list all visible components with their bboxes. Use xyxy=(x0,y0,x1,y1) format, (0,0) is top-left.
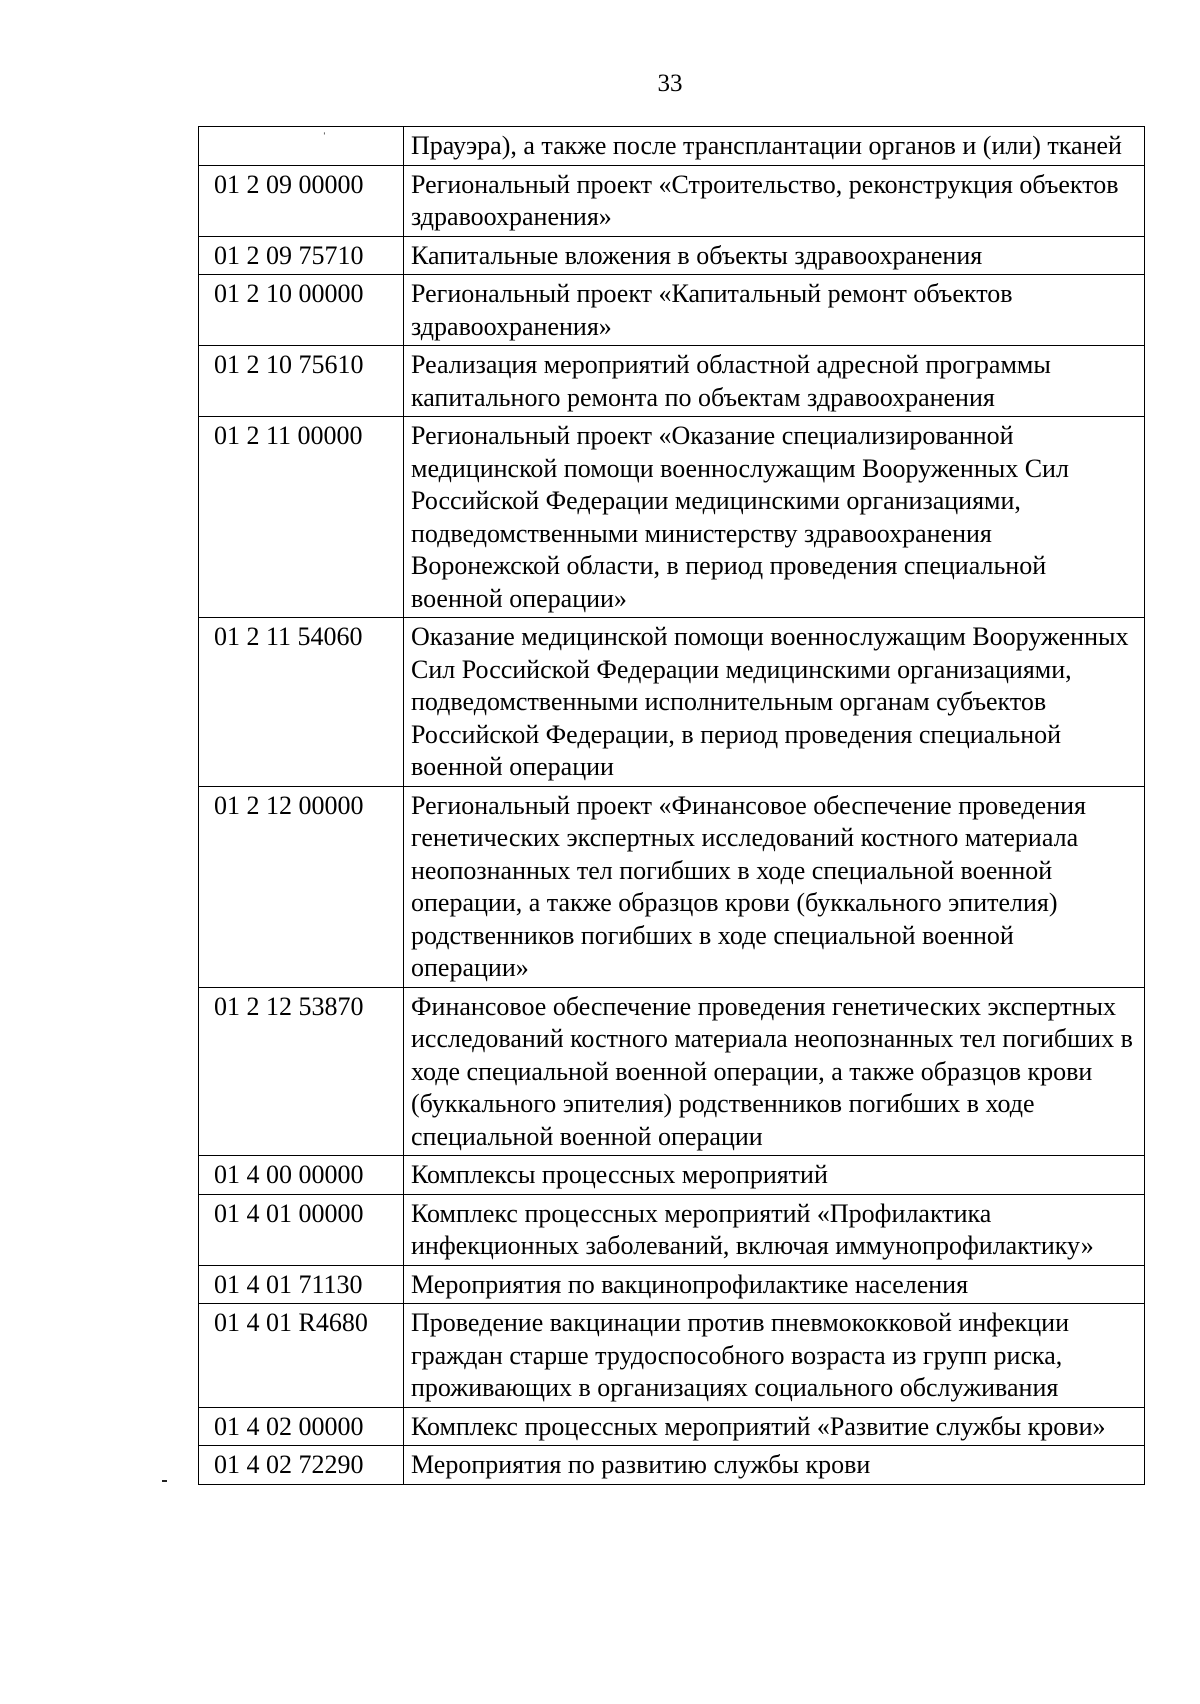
description-cell: Реализация мероприятий областной адресной программы капитального ремонта по объектам здравоохранения xyxy=(404,346,1145,417)
description-cell: Мероприятия по развитию службы крови xyxy=(404,1446,1145,1485)
code-cell: 01 2 12 53870 xyxy=(199,987,404,1156)
table-row xyxy=(199,1265,1145,1304)
code-cell: 01 4 02 00000 xyxy=(199,1407,404,1446)
code-cell: 01 2 12 00000 xyxy=(199,786,404,987)
code-cell: 01 4 01 00000 xyxy=(199,1194,404,1265)
table-row xyxy=(199,275,1145,346)
description-cell: Прауэра), а также после трансплантации органов и (или) тканей xyxy=(404,127,1145,166)
description-cell: Комплексы процессных мероприятий xyxy=(404,1156,1145,1195)
description-cell: Региональный проект «Строительство, реконструкция объектов здравоохранения» xyxy=(404,165,1145,236)
description-cell: Оказание медицинской помощи военнослужащим Вооруженных Сил Российской Федерации медицинскими организациями, подведомственными исполнительным органам субъектов Российской Федерации, в период проведения специальной военной операции xyxy=(404,618,1145,787)
description-cell: Комплекс процессных мероприятий «Профилактика инфекционных заболеваний, включая иммунопрофилактику» xyxy=(404,1194,1145,1265)
table-row xyxy=(199,1407,1145,1446)
code-cell: 01 4 01 71130 xyxy=(199,1265,404,1304)
table-row xyxy=(199,1446,1145,1485)
table-row xyxy=(199,618,1145,787)
code-cell: 01 4 00 00000 xyxy=(199,1156,404,1195)
table-row xyxy=(199,987,1145,1156)
description-cell: Капитальные вложения в объекты здравоохранения xyxy=(404,236,1145,275)
page-number: 33 xyxy=(657,70,683,97)
description-cell: Региональный проект «Капитальный ремонт объектов здравоохранения» xyxy=(404,275,1145,346)
code-cell: 01 2 09 75710 xyxy=(199,236,404,275)
budget-codes-table xyxy=(198,126,1145,1485)
code-cell xyxy=(199,127,404,166)
table-row xyxy=(199,236,1145,275)
table-row xyxy=(199,1304,1145,1408)
code-cell: 01 2 11 54060 xyxy=(199,618,404,787)
table-row xyxy=(199,127,1145,166)
description-cell: Проведение вакцинации против пневмококковой инфекции граждан старше трудоспособного возраста из групп риска, проживающих в организациях социального обслуживания xyxy=(404,1304,1145,1408)
description-cell: Мероприятия по вакцинопрофилактике населения xyxy=(404,1265,1145,1304)
table-row xyxy=(199,346,1145,417)
scan-mark: ˈ xyxy=(322,131,327,146)
code-cell: 01 2 10 00000 xyxy=(199,275,404,346)
description-cell: Региональный проект «Финансовое обеспечение проведения генетических экспертных исследований костного материала неопознанных тел погибших в ходе специальной военной операции, а также образцов крови (буккального эпителия) родственников погибших в ходе специальной военной операции» xyxy=(404,786,1145,987)
table-row xyxy=(199,417,1145,618)
description-cell: Региональный проект «Оказание специализированной медицинской помощи военнослужащим Вооруженных Сил Российской Федерации медицинскими организациями, подведомственными министерству здравоохранения Воронежской области, в период проведения специальной военной операции» xyxy=(404,417,1145,618)
code-cell: 01 2 09 00000 xyxy=(199,165,404,236)
table-row xyxy=(199,1156,1145,1195)
description-cell: Комплекс процессных мероприятий «Развитие службы крови» xyxy=(404,1407,1145,1446)
code-cell: 01 2 10 75610 xyxy=(199,346,404,417)
description-cell: Финансовое обеспечение проведения генетических экспертных исследований костного материала неопознанных тел погибших в ходе специальной военной операции, а также образцов крови (буккального эпителия) родственников погибших в ходе специальной военной операции xyxy=(404,987,1145,1156)
table-row xyxy=(199,1194,1145,1265)
code-cell: 01 4 01 R4680 xyxy=(199,1304,404,1408)
table-row xyxy=(199,165,1145,236)
scan-mark xyxy=(162,1480,167,1482)
code-cell: 01 2 11 00000 xyxy=(199,417,404,618)
code-cell: 01 4 02 72290 xyxy=(199,1446,404,1485)
table-row xyxy=(199,786,1145,987)
